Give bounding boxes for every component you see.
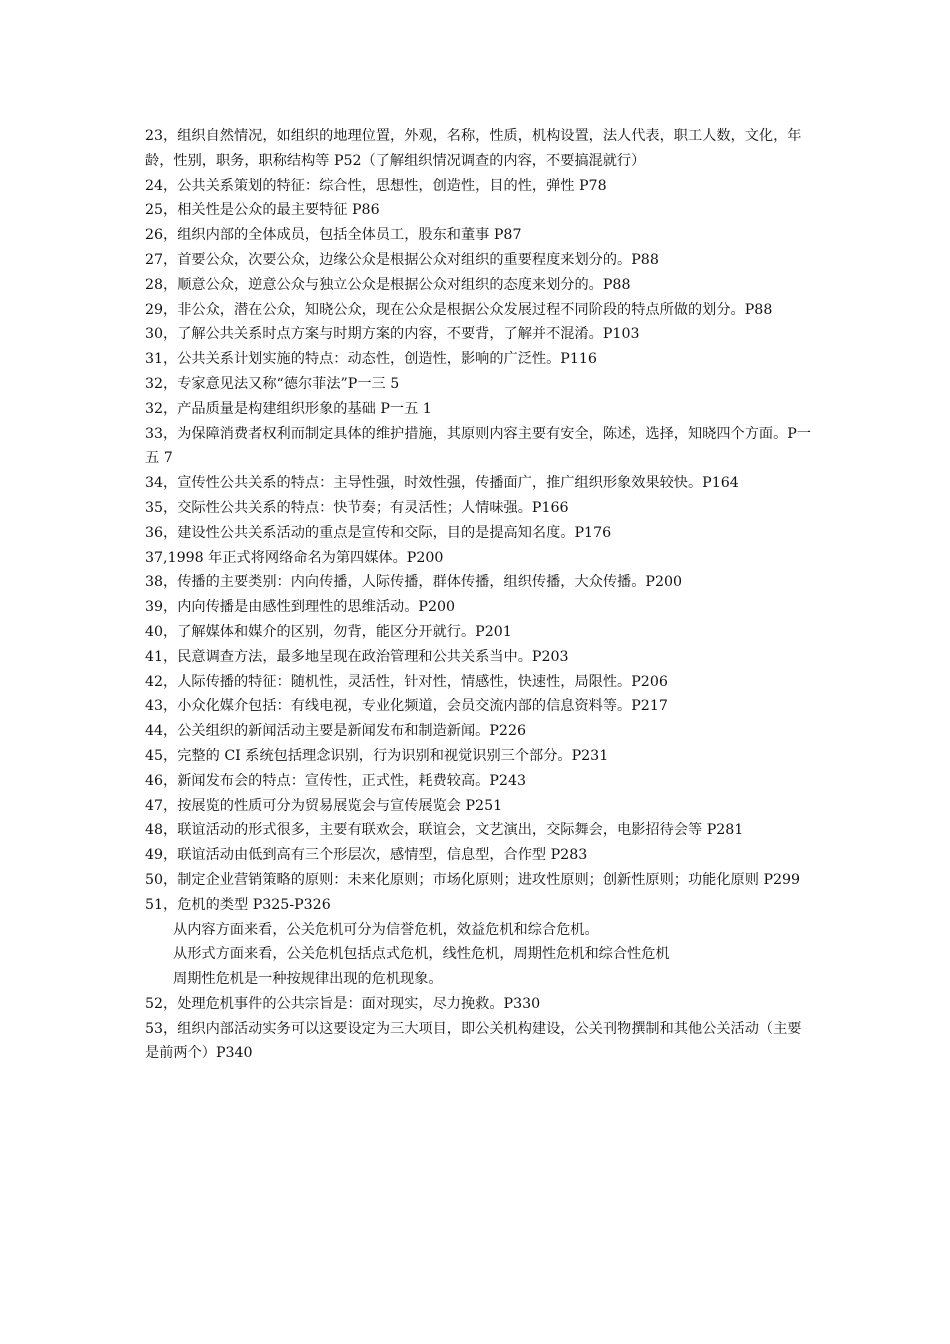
sub-paragraph: 周期性危机是一种按规律出现的危机现象。: [173, 971, 443, 988]
numbered-paragraph: 41，民意调查方法，最多地呈现在政治管理和公共关系当中。P203: [145, 648, 569, 665]
numbered-paragraph: 33，为保障消费者权利而制定具体的维护措施，其原则内容主要有安全，陈述，选择，知晓四个方面。P一五 7: [145, 425, 812, 467]
numbered-paragraph: 43，小众化媒介包括：有线电视，专业化频道，会员交流内部的信息资料等。P217: [145, 698, 668, 715]
numbered-paragraph: 39，内向传播是由感性到理性的思维活动。P200: [145, 599, 456, 616]
sub-paragraph: 从形式方面来看，公关危机包括点式危机，线性危机，周期性危机和综合性危机: [173, 946, 670, 963]
sub-paragraph: 从内容方面来看，公关危机可分为信誉危机，效益危机和综合危机。: [173, 921, 599, 938]
numbered-paragraph: 50，制定企业营销策略的原则：未来化原则；市场化原则；进攻性原则；创新性原则；功能化原则 P299: [145, 871, 801, 888]
numbered-paragraph: 36，建设性公共关系活动的重点是宣传和交际，目的是提高知名度。P176: [145, 524, 612, 541]
numbered-paragraph: 47，按展览的性质可分为贸易展览会与宣传展览会 P251: [145, 797, 503, 814]
numbered-paragraph: 42，人际传播的特征：随机性，灵活性，针对性，情感性，快速性，局限性。P206: [145, 673, 668, 690]
numbered-paragraph: 30，了解公共关系时点方案与时期方案的内容，不要背，了解并不混淆。P103: [145, 326, 640, 343]
numbered-paragraph: 46，新闻发布会的特点：宣传性，正式性，耗费较高。P243: [145, 772, 526, 789]
numbered-paragraph: 35，交际性公共关系的特点：快节奏；有灵活性；人情味强。P166: [145, 499, 569, 516]
numbered-paragraph: 26，组织内部的全体成员，包括全体员工，股东和董事 P87: [145, 227, 522, 244]
numbered-paragraph: 32，产品质量是构建组织形象的基础 P一五 1: [145, 400, 432, 417]
numbered-paragraph: 52，处理危机事件的公共宗旨是：面对现实，尽力挽救。P330: [145, 995, 541, 1012]
numbered-paragraph: 24，公共关系策划的特征：综合性，思想性，创造性，目的性，弹性 P78: [145, 177, 607, 194]
numbered-paragraph: 27，首要公众，次要公众，边缘公众是根据公众对组织的重要程度来划分的。P88: [145, 251, 659, 268]
numbered-paragraph: 28，顺意公众，逆意公众与独立公众是根据公众对组织的态度来划分的。P88: [145, 276, 631, 293]
numbered-paragraph: 45，完整的 CI 系统包括理念识别，行为识别和视觉识别三个部分。P231: [145, 747, 609, 764]
numbered-paragraph: 53，组织内部活动实务可以这要设定为三大项目，即公关机构建设，公关刊物撰制和其他公关活动（主要是前两个）P340: [145, 1020, 802, 1062]
numbered-paragraph: 23，组织自然情况，如组织的地理位置，外观，名称，性质，机构设置，法人代表，职工人数，文化，年龄，性别，职务，职称结构等 P52（了解组织情况调查的内容，不要搞混就行）: [145, 128, 802, 169]
numbered-paragraph: 32，专家意见法又称“德尔菲法”P一三 5: [145, 375, 400, 392]
numbered-paragraph: 31，公共关系计划实施的特点：动态性，创造性，影响的广泛性。P116: [145, 351, 597, 368]
document-body: [145, 124, 813, 1066]
numbered-paragraph: 44，公关组织的新闻活动主要是新闻发布和制造新闻。P226: [145, 723, 526, 740]
numbered-paragraph: 48，联谊活动的形式很多，主要有联欢会，联谊会，文艺演出，交际舞会，电影招待会等 P281: [145, 822, 744, 839]
numbered-paragraph: 25，相关性是公众的最主要特征 P86: [145, 202, 380, 219]
numbered-paragraph: 40，了解媒体和媒介的区别，勿背，能区分开就行。P201: [145, 623, 512, 640]
numbered-paragraph: 37,1998 年正式将网络命名为第四媒体。P200: [145, 549, 444, 566]
numbered-paragraph: 38，传播的主要类别：内向传播，人际传播，群体传播，组织传播，大众传播。P200: [145, 574, 683, 591]
numbered-paragraph: 29，非公众，潜在公众，知晓公众，现在公众是根据公众发展过程不同阶段的特点所做的划分。P88: [145, 301, 773, 318]
numbered-paragraph: 51，危机的类型 P325-P326: [145, 896, 331, 913]
numbered-paragraph: 49，联谊活动由低到高有三个形层次，感情型，信息型，合作型 P283: [145, 847, 588, 864]
numbered-paragraph: 34，宣传性公共关系的特点：主导性强，时效性强，传播面广，推广组织形象效果较快。P164: [145, 475, 739, 492]
